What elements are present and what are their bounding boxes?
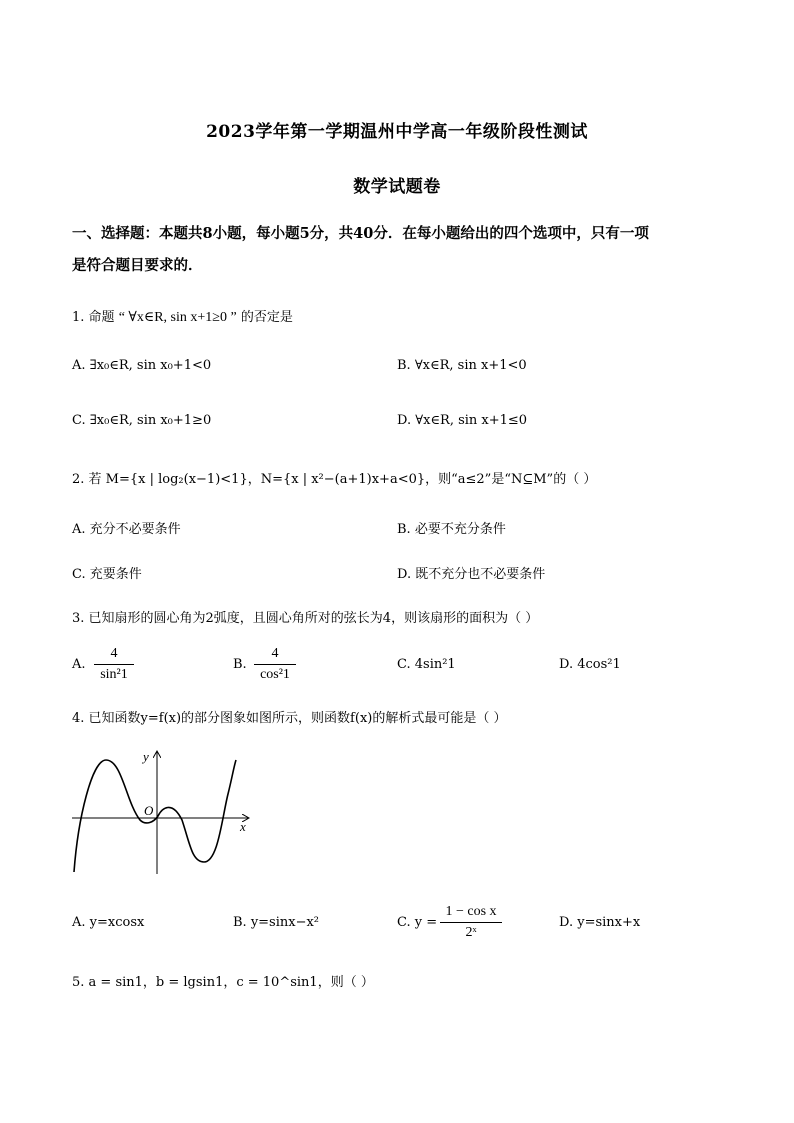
question-4-option-c-label[interactable]: C. y = (397, 915, 438, 930)
question-4-function-graph (68, 748, 258, 880)
question-1-stem (72, 306, 293, 326)
question-3-option-b-denominator: cos²1 (260, 667, 290, 682)
question-1-option-b[interactable]: B. ∀x∈R, sin x+1<0 (397, 358, 527, 373)
section-heading-line2: 是符合题目要求的． (72, 257, 203, 274)
question-4-option-c-denominator: 2ˣ (465, 925, 477, 940)
question-1-suffix: 的否定是 (240, 310, 293, 325)
question-3-option-a-label[interactable]: A. (72, 657, 86, 672)
question-2-option-b[interactable]: B. 必要不充分条件 (397, 522, 506, 537)
section-heading-line1: 一、选择题：本题共8小题，每小题5分，共40分．在每小题给出的四个选项中，只有一项 (72, 225, 649, 242)
question-3-option-c[interactable]: C. 4sin²1 (397, 657, 456, 672)
graph-y-label: y (143, 749, 149, 764)
question-4-option-a[interactable]: A. y=xcosx (72, 915, 145, 930)
fraction-bar (440, 922, 502, 923)
question-5-stem: 5. a = sin1，b = lgsin1，c = 10^sin1，则（ ） (72, 975, 374, 990)
question-1-prefix: 1. 命题 (72, 310, 115, 325)
question-4-option-c-fraction[interactable] (440, 904, 502, 941)
question-3-option-a-fraction[interactable] (94, 646, 134, 683)
question-3-stem: 3. 已知扇形的圆心角为2弧度，且圆心角所对的弦长为4，则该扇形的面积为（ ） (72, 611, 539, 626)
question-4-option-d[interactable]: D. y=sinx+x (559, 915, 641, 930)
question-3-option-b-label[interactable]: B. (233, 657, 247, 672)
graph-x-label: x (240, 819, 246, 834)
fraction-bar (254, 664, 296, 665)
question-3-option-a-numerator: 4 (110, 646, 118, 661)
question-2-option-c[interactable]: C. 充要条件 (72, 567, 142, 582)
question-2-stem: 2. 若 M={x | log₂(x−1)<1}，N={x | x²−(a+1)x+a<0}，则“a≤2”是“N⊆M”的（ ） (72, 472, 597, 487)
question-2-option-d[interactable]: D. 既不充分也不必要条件 (397, 567, 546, 582)
question-4-stem: 4. 已知函数y=f(x)的部分图象如图所示，则函数f(x)的解析式最可能是（ ） (72, 711, 507, 726)
question-3-option-b-fraction[interactable] (254, 646, 296, 683)
question-1-option-d[interactable]: D. ∀x∈R, sin x+1≤0 (397, 413, 528, 428)
exam-title: 2023学年第一学期温州中学高一年级阶段性测试 (206, 122, 588, 142)
question-4-option-b[interactable]: B. y=sinx−x² (233, 915, 320, 930)
question-3-option-d[interactable]: D. 4cos²1 (559, 657, 621, 672)
function-curve (74, 760, 236, 872)
question-3-option-a-denominator: sin²1 (100, 667, 128, 682)
fraction-bar (94, 664, 134, 665)
question-3-option-b-numerator: 4 (271, 646, 279, 661)
exam-subtitle: 数学试题卷 (353, 177, 441, 197)
question-2-option-a[interactable]: A. 充分不必要条件 (72, 522, 181, 537)
question-1-proposition: “ ∀x∈R, sin x+1≥0 ” (118, 310, 237, 325)
question-4-option-c-numerator: 1 − cos x (445, 904, 497, 919)
question-1-option-c[interactable]: C. ∃x₀∈R, sin x₀+1≥0 (72, 413, 212, 428)
question-1-option-a[interactable]: A. ∃x₀∈R, sin x₀+1<0 (72, 358, 212, 373)
graph-origin-label: O (144, 803, 154, 818)
